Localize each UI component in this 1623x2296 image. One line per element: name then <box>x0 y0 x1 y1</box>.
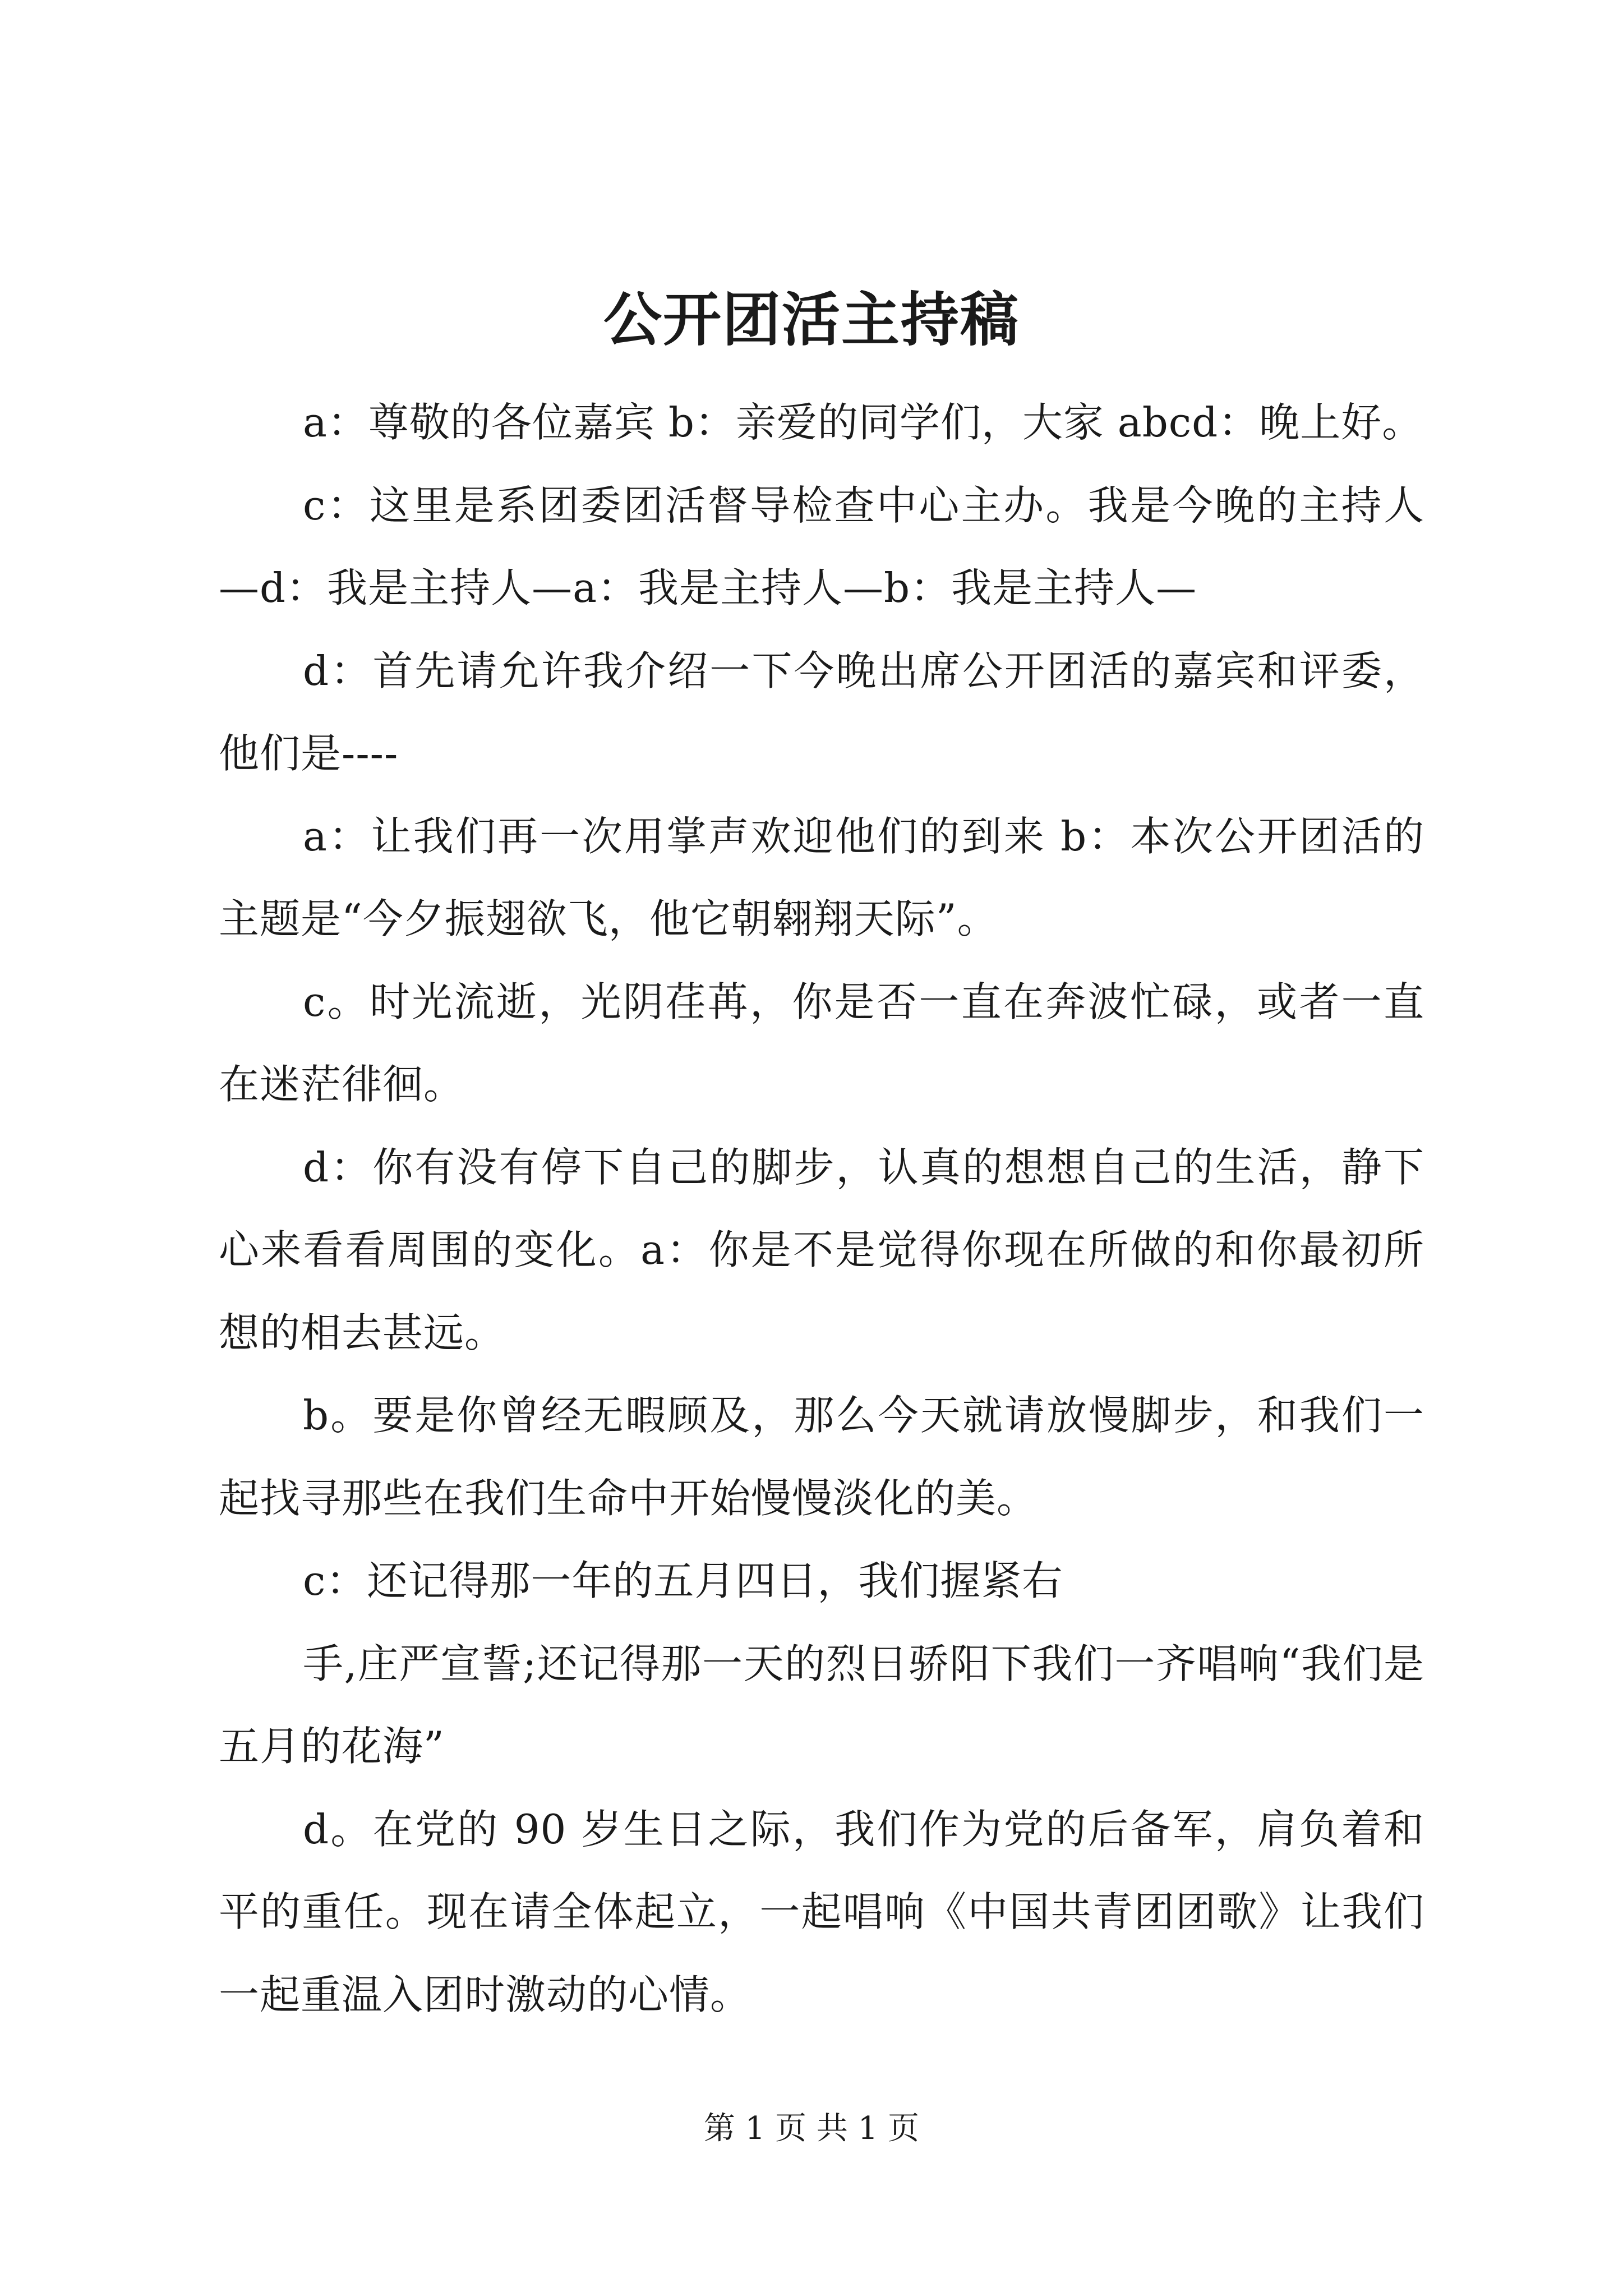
paragraph-10: d。在党的 90 岁生日之际，我们作为党的后备军，肩负着和平的重任。现在请全体起立，一起唱响《中国共青团团歌》让我们一起重温入团时激动的心情。 <box>219 1805 1424 2018</box>
document-title: 公开团活主持稿 <box>603 285 1020 354</box>
page-number-footer: 第 1 页 共 1 页 <box>703 2110 920 2147</box>
paragraph-8: c：还记得那一年的五月四日，我们握紧右 <box>303 1557 1063 1604</box>
paragraph-2: c：这里是系团委团活督导检查中心主办。我是今晚的主持人—d：我是主持人—a：我是主持人—b：我是主持人— <box>219 481 1424 611</box>
document-body <box>219 381 1424 2036</box>
paragraph-4: a：让我们再一次用掌声欢迎他们的到来 b：本次公开团活的主题是“今夕振翅欲飞，他它朝翱翔天际”。 <box>219 812 1424 942</box>
paragraph-6: d：你有没有停下自己的脚步，认真的想想自己的生活，静下心来看看周围的变化。a：你是不是觉得你现在所做的和你最初所想的相去甚远。 <box>219 1143 1424 1356</box>
paragraph-1: a：尊敬的各位嘉宾 b：亲爱的同学们，大家 abcd：晚上好。 <box>303 399 1423 446</box>
paragraph-9: 手,庄严宣誓;还记得那一天的烈日骄阳下我们一齐唱响“我们是五月的花海” <box>219 1640 1424 1770</box>
paragraph-3: d：首先请允许我介绍一下今晚出席公开团活的嘉宾和评委，他们是---- <box>219 647 1424 777</box>
paragraph-7: b。要是你曾经无暇顾及，那么今天就请放慢脚步，和我们一起找寻那些在我们生命中开始慢慢淡化的美。 <box>219 1392 1424 1522</box>
paragraph-5: c。时光流逝，光阴荏苒，你是否一直在奔波忙碌，或者一直在迷茫徘徊。 <box>219 978 1424 1108</box>
